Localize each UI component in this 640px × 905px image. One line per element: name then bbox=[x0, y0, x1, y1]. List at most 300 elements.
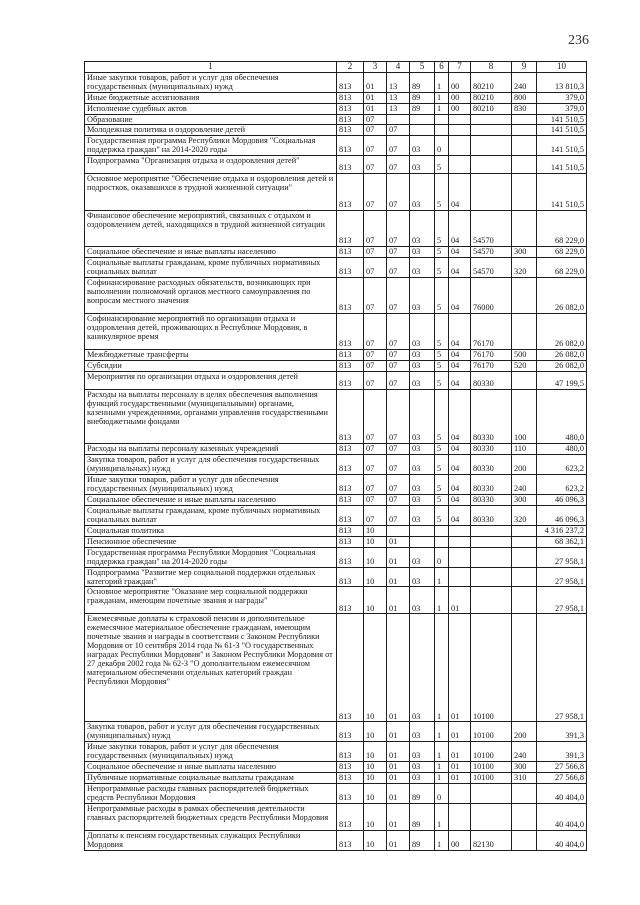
row-code-cell bbox=[512, 372, 537, 390]
row-code-cell: 5 bbox=[435, 361, 449, 372]
row-amount-cell: 141 510,5 bbox=[537, 114, 587, 125]
row-name-cell: Социальные выплаты гражданам, кроме публичных нормативных социальных выплат bbox=[85, 258, 337, 278]
row-code-cell: 07 bbox=[364, 136, 387, 156]
row-code-cell: 0 bbox=[435, 547, 449, 567]
row-code-cell bbox=[512, 784, 537, 804]
row-name-cell: Межбюджетные трансферты bbox=[85, 350, 337, 361]
row-name-cell: Социальное обеспечение и иные выплаты населению bbox=[85, 494, 337, 505]
table-row bbox=[85, 372, 587, 390]
row-code-cell bbox=[387, 525, 410, 536]
row-code-cell: 04 bbox=[449, 350, 471, 361]
row-code-cell: 54570 bbox=[471, 247, 512, 258]
row-code-cell: 07 bbox=[387, 505, 410, 525]
row-code-cell bbox=[471, 784, 512, 804]
row-code-cell: 01 bbox=[449, 742, 471, 762]
row-code-cell: 04 bbox=[449, 247, 471, 258]
row-code-cell: 813 bbox=[337, 587, 364, 614]
row-code-cell: 813 bbox=[337, 350, 364, 361]
row-code-cell: 813 bbox=[337, 156, 364, 174]
row-code-cell bbox=[512, 314, 537, 350]
row-code-cell: 1 bbox=[435, 587, 449, 614]
row-code-cell: 5 bbox=[435, 174, 449, 211]
row-code-cell: 89 bbox=[410, 72, 435, 92]
row-amount-cell: 623,2 bbox=[537, 455, 587, 475]
row-name-cell: Исполнение судебных актов bbox=[85, 103, 337, 114]
row-code-cell: 07 bbox=[387, 156, 410, 174]
row-code-cell bbox=[512, 614, 537, 722]
table-row bbox=[85, 455, 587, 475]
row-code-cell: 01 bbox=[449, 773, 471, 784]
row-amount-cell: 68 229,0 bbox=[537, 258, 587, 278]
row-code-cell: 1 bbox=[435, 614, 449, 722]
row-code-cell: 01 bbox=[387, 567, 410, 587]
row-code-cell bbox=[512, 136, 537, 156]
table-row bbox=[85, 444, 587, 455]
column-number-header: 7 bbox=[449, 62, 471, 73]
row-name-cell: Социальная политика bbox=[85, 525, 337, 536]
row-code-cell: 00 bbox=[449, 831, 471, 851]
row-code-cell: 01 bbox=[387, 831, 410, 851]
row-code-cell: 03 bbox=[410, 136, 435, 156]
row-code-cell: 5 bbox=[435, 474, 449, 494]
row-code-cell bbox=[449, 136, 471, 156]
row-code-cell: 07 bbox=[364, 247, 387, 258]
row-code-cell bbox=[449, 156, 471, 174]
row-code-cell: 03 bbox=[410, 444, 435, 455]
row-code-cell bbox=[471, 525, 512, 536]
row-code-cell: 04 bbox=[449, 174, 471, 211]
row-code-cell: 813 bbox=[337, 784, 364, 804]
row-code-cell: 07 bbox=[364, 390, 387, 444]
row-code-cell: 240 bbox=[512, 72, 537, 92]
column-number-header: 4 bbox=[387, 62, 410, 73]
row-code-cell: 1 bbox=[435, 831, 449, 851]
row-code-cell bbox=[435, 536, 449, 547]
row-code-cell: 0 bbox=[435, 136, 449, 156]
table-row bbox=[85, 125, 587, 136]
row-code-cell: 300 bbox=[512, 762, 537, 773]
row-amount-cell: 26 082,0 bbox=[537, 314, 587, 350]
row-amount-cell: 40 404,0 bbox=[537, 804, 587, 831]
table-row bbox=[85, 114, 587, 125]
row-code-cell: 813 bbox=[337, 547, 364, 567]
row-code-cell: 04 bbox=[449, 314, 471, 350]
row-code-cell: 10 bbox=[364, 773, 387, 784]
row-name-cell: Ежемесячные доплаты к страховой пенсии и дополнительное ежемесячное материальное обеспечение гражданам, имеющим почетные звания и награды в соответствии с Законом Республики Мордовия от 10 сентября 2014 года № 61-З "О государственных наградах Республики Мордовия" и Законом Республики Мордовия от 27 декабря 2002 года № 62-З "О дополнительном ежемесячном материальном обеспечении отдельных категорий граждан Республики Мордовия" bbox=[85, 614, 337, 722]
table-row bbox=[85, 136, 587, 156]
row-code-cell: 03 bbox=[410, 762, 435, 773]
row-code-cell: 1 bbox=[435, 92, 449, 103]
row-code-cell: 76170 bbox=[471, 314, 512, 350]
row-code-cell: 03 bbox=[410, 390, 435, 444]
row-code-cell: 5 bbox=[435, 505, 449, 525]
row-name-cell: Подпрограмма "Организация отдыха и оздоровления детей" bbox=[85, 156, 337, 174]
row-code-cell: 04 bbox=[449, 474, 471, 494]
row-code-cell bbox=[410, 525, 435, 536]
row-code-cell bbox=[512, 278, 537, 314]
row-code-cell: 03 bbox=[410, 174, 435, 211]
row-code-cell bbox=[471, 547, 512, 567]
row-code-cell: 813 bbox=[337, 567, 364, 587]
row-name-cell: Государственная программа Республики Мордовия "Социальная поддержка граждан" на 2014-2020 годы bbox=[85, 136, 337, 156]
row-code-cell: 01 bbox=[387, 722, 410, 742]
row-code-cell: 5 bbox=[435, 372, 449, 390]
table-row bbox=[85, 247, 587, 258]
row-code-cell: 813 bbox=[337, 773, 364, 784]
row-amount-cell: 68 229,0 bbox=[537, 247, 587, 258]
row-code-cell: 54570 bbox=[471, 258, 512, 278]
row-code-cell bbox=[471, 114, 512, 125]
row-name-cell: Социальное обеспечение и иные выплаты населению bbox=[85, 247, 337, 258]
table-row bbox=[85, 567, 587, 587]
row-code-cell: 110 bbox=[512, 444, 537, 455]
row-code-cell bbox=[471, 125, 512, 136]
row-code-cell: 813 bbox=[337, 525, 364, 536]
row-code-cell bbox=[512, 174, 537, 211]
row-name-cell: Закупка товаров, работ и услуг для обеспечения государственных (муниципальных) нужд bbox=[85, 722, 337, 742]
row-code-cell: 07 bbox=[387, 494, 410, 505]
row-code-cell: 813 bbox=[337, 92, 364, 103]
row-name-cell: Закупка товаров, работ и услуг для обеспечения государственных (муниципальных) нужд bbox=[85, 455, 337, 475]
row-code-cell: 5 bbox=[435, 247, 449, 258]
row-amount-cell: 141 510,5 bbox=[537, 125, 587, 136]
row-amount-cell: 13 810,3 bbox=[537, 72, 587, 92]
row-code-cell bbox=[449, 536, 471, 547]
row-code-cell: 07 bbox=[387, 361, 410, 372]
table-row bbox=[85, 722, 587, 742]
row-name-cell: Пенсионное обеспечение bbox=[85, 536, 337, 547]
row-code-cell bbox=[449, 547, 471, 567]
row-amount-cell: 379,0 bbox=[537, 103, 587, 114]
row-code-cell: 830 bbox=[512, 103, 537, 114]
row-code-cell: 800 bbox=[512, 92, 537, 103]
row-code-cell: 07 bbox=[387, 372, 410, 390]
row-code-cell: 10 bbox=[364, 547, 387, 567]
row-code-cell: 03 bbox=[410, 587, 435, 614]
row-code-cell: 813 bbox=[337, 372, 364, 390]
row-code-cell: 10 bbox=[364, 525, 387, 536]
row-code-cell: 03 bbox=[410, 278, 435, 314]
row-code-cell bbox=[410, 125, 435, 136]
row-code-cell: 07 bbox=[364, 494, 387, 505]
row-code-cell: 80330 bbox=[471, 372, 512, 390]
row-code-cell: 813 bbox=[337, 762, 364, 773]
row-code-cell: 10 bbox=[364, 587, 387, 614]
column-number-header: 1 bbox=[85, 62, 337, 73]
row-code-cell bbox=[449, 567, 471, 587]
table-row bbox=[85, 614, 587, 722]
row-code-cell bbox=[512, 125, 537, 136]
row-code-cell: 07 bbox=[387, 314, 410, 350]
row-code-cell bbox=[512, 547, 537, 567]
row-code-cell: 5 bbox=[435, 455, 449, 475]
row-code-cell: 5 bbox=[435, 444, 449, 455]
row-code-cell: 10 bbox=[364, 614, 387, 722]
table-row bbox=[85, 804, 587, 831]
row-code-cell: 813 bbox=[337, 314, 364, 350]
row-code-cell: 500 bbox=[512, 350, 537, 361]
table-row bbox=[85, 536, 587, 547]
row-code-cell: 07 bbox=[364, 350, 387, 361]
row-code-cell: 1 bbox=[435, 773, 449, 784]
row-code-cell: 89 bbox=[410, 103, 435, 114]
row-code-cell: 00 bbox=[449, 92, 471, 103]
row-code-cell: 80330 bbox=[471, 494, 512, 505]
row-code-cell: 01 bbox=[449, 614, 471, 722]
row-code-cell: 10100 bbox=[471, 742, 512, 762]
row-code-cell: 04 bbox=[449, 390, 471, 444]
row-name-cell: Молодежная политика и оздоровление детей bbox=[85, 125, 337, 136]
row-code-cell: 13 bbox=[387, 72, 410, 92]
row-code-cell: 10100 bbox=[471, 614, 512, 722]
row-code-cell bbox=[471, 567, 512, 587]
table-row bbox=[85, 92, 587, 103]
table-row bbox=[85, 742, 587, 762]
row-amount-cell: 27 958,1 bbox=[537, 567, 587, 587]
row-code-cell: 03 bbox=[410, 722, 435, 742]
row-code-cell: 10 bbox=[364, 804, 387, 831]
row-code-cell: 310 bbox=[512, 773, 537, 784]
row-code-cell: 04 bbox=[449, 505, 471, 525]
row-code-cell bbox=[471, 804, 512, 831]
row-code-cell: 76170 bbox=[471, 361, 512, 372]
column-number-header: 6 bbox=[435, 62, 449, 73]
row-code-cell bbox=[512, 211, 537, 247]
row-code-cell: 813 bbox=[337, 614, 364, 722]
row-amount-cell: 46 096,3 bbox=[537, 494, 587, 505]
row-code-cell: 07 bbox=[387, 444, 410, 455]
row-code-cell bbox=[449, 114, 471, 125]
row-name-cell: Иные бюджетные ассигнования bbox=[85, 92, 337, 103]
row-name-cell: Мероприятия по организации отдыха и оздоровления детей bbox=[85, 372, 337, 390]
row-amount-cell: 141 510,5 bbox=[537, 174, 587, 211]
row-code-cell bbox=[471, 536, 512, 547]
table-row bbox=[85, 831, 587, 851]
row-code-cell: 100 bbox=[512, 390, 537, 444]
row-code-cell: 03 bbox=[410, 211, 435, 247]
row-code-cell: 76170 bbox=[471, 350, 512, 361]
row-code-cell: 813 bbox=[337, 505, 364, 525]
row-code-cell bbox=[512, 114, 537, 125]
row-amount-cell: 480,0 bbox=[537, 444, 587, 455]
row-code-cell: 300 bbox=[512, 247, 537, 258]
row-amount-cell: 141 510,5 bbox=[537, 136, 587, 156]
row-code-cell: 80330 bbox=[471, 455, 512, 475]
row-code-cell: 80330 bbox=[471, 444, 512, 455]
row-code-cell: 04 bbox=[449, 211, 471, 247]
row-code-cell bbox=[512, 567, 537, 587]
row-code-cell: 07 bbox=[387, 125, 410, 136]
row-code-cell: 07 bbox=[364, 455, 387, 475]
row-code-cell: 04 bbox=[449, 278, 471, 314]
row-amount-cell: 27 566,8 bbox=[537, 762, 587, 773]
row-code-cell: 1 bbox=[435, 742, 449, 762]
row-code-cell bbox=[449, 804, 471, 831]
row-code-cell: 13 bbox=[387, 92, 410, 103]
row-name-cell: Непрограммные расходы главных распорядителей бюджетных средств Республики Мордовия bbox=[85, 784, 337, 804]
row-code-cell: 1 bbox=[435, 567, 449, 587]
row-amount-cell: 4 316 237,2 bbox=[537, 525, 587, 536]
row-code-cell: 320 bbox=[512, 505, 537, 525]
row-code-cell: 01 bbox=[364, 103, 387, 114]
row-code-cell: 1 bbox=[435, 762, 449, 773]
row-code-cell: 13 bbox=[387, 103, 410, 114]
row-code-cell: 10100 bbox=[471, 762, 512, 773]
row-code-cell: 89 bbox=[410, 92, 435, 103]
row-code-cell: 07 bbox=[364, 372, 387, 390]
row-code-cell: 813 bbox=[337, 136, 364, 156]
row-name-cell: Субсидии bbox=[85, 361, 337, 372]
row-code-cell: 03 bbox=[410, 314, 435, 350]
row-name-cell: Финансовое обеспечение мероприятий, связанных с отдыхом и оздоровлением детей, находящихся в трудной жизненной ситуации bbox=[85, 211, 337, 247]
row-code-cell: 80210 bbox=[471, 92, 512, 103]
row-name-cell: Непрограммные расходы в рамках обеспечения деятельности главных распорядителей бюджетных средств Республики Мордовия bbox=[85, 804, 337, 831]
column-number-header: 2 bbox=[337, 62, 364, 73]
row-code-cell: 5 bbox=[435, 156, 449, 174]
row-code-cell: 03 bbox=[410, 614, 435, 722]
row-amount-cell: 27 958,1 bbox=[537, 587, 587, 614]
table-row bbox=[85, 547, 587, 567]
table-row bbox=[85, 211, 587, 247]
table-row bbox=[85, 258, 587, 278]
row-code-cell: 01 bbox=[387, 614, 410, 722]
row-code-cell: 813 bbox=[337, 247, 364, 258]
row-amount-cell: 27 958,1 bbox=[537, 547, 587, 567]
row-code-cell: 1 bbox=[435, 722, 449, 742]
row-code-cell: 07 bbox=[387, 136, 410, 156]
row-code-cell: 03 bbox=[410, 742, 435, 762]
page-number: 236 bbox=[568, 33, 589, 48]
row-code-cell: 813 bbox=[337, 72, 364, 92]
row-code-cell: 520 bbox=[512, 361, 537, 372]
row-code-cell: 01 bbox=[387, 804, 410, 831]
row-code-cell: 07 bbox=[364, 211, 387, 247]
row-code-cell bbox=[387, 114, 410, 125]
row-code-cell: 01 bbox=[387, 742, 410, 762]
row-code-cell: 80210 bbox=[471, 72, 512, 92]
row-name-cell: Софинансирование мероприятий по организации отдыха и оздоровления детей, проживающих в Республике Мордовия, в каникулярное время bbox=[85, 314, 337, 350]
row-code-cell: 89 bbox=[410, 784, 435, 804]
row-code-cell: 813 bbox=[337, 742, 364, 762]
row-code-cell bbox=[435, 125, 449, 136]
row-name-cell: Иные закупки товаров, работ и услуг для обеспечения государственных (муниципальных) нужд bbox=[85, 474, 337, 494]
row-code-cell: 813 bbox=[337, 114, 364, 125]
row-code-cell: 07 bbox=[364, 314, 387, 350]
row-code-cell: 5 bbox=[435, 350, 449, 361]
row-code-cell: 54570 bbox=[471, 211, 512, 247]
row-amount-cell: 26 082,0 bbox=[537, 278, 587, 314]
row-code-cell: 04 bbox=[449, 494, 471, 505]
row-name-cell: Расходы на выплаты персоналу казенных учреждений bbox=[85, 444, 337, 455]
row-code-cell: 813 bbox=[337, 722, 364, 742]
row-name-cell: Иные закупки товаров, работ и услуг для обеспечения государственных (муниципальных) нужд bbox=[85, 72, 337, 92]
row-code-cell bbox=[512, 156, 537, 174]
row-code-cell: 07 bbox=[364, 474, 387, 494]
row-code-cell: 07 bbox=[387, 350, 410, 361]
row-code-cell: 07 bbox=[387, 174, 410, 211]
row-code-cell: 01 bbox=[364, 92, 387, 103]
row-code-cell: 04 bbox=[449, 258, 471, 278]
row-code-cell: 04 bbox=[449, 372, 471, 390]
row-code-cell: 01 bbox=[449, 587, 471, 614]
row-code-cell: 07 bbox=[364, 505, 387, 525]
row-code-cell bbox=[410, 114, 435, 125]
row-code-cell: 0 bbox=[435, 784, 449, 804]
row-code-cell: 5 bbox=[435, 494, 449, 505]
row-code-cell: 03 bbox=[410, 455, 435, 475]
row-amount-cell: 27 566,8 bbox=[537, 773, 587, 784]
row-code-cell: 813 bbox=[337, 536, 364, 547]
row-code-cell: 10 bbox=[364, 742, 387, 762]
table-row bbox=[85, 587, 587, 614]
row-code-cell: 240 bbox=[512, 474, 537, 494]
row-code-cell: 5 bbox=[435, 278, 449, 314]
row-amount-cell: 47 199,5 bbox=[537, 372, 587, 390]
row-code-cell: 03 bbox=[410, 372, 435, 390]
row-code-cell: 89 bbox=[410, 804, 435, 831]
row-name-cell: Социальное обеспечение и иные выплаты населению bbox=[85, 762, 337, 773]
row-code-cell: 80330 bbox=[471, 474, 512, 494]
table-row bbox=[85, 505, 587, 525]
row-code-cell: 76000 bbox=[471, 278, 512, 314]
row-code-cell: 813 bbox=[337, 390, 364, 444]
row-name-cell: Основное мероприятие "Оказание мер социальной поддержки гражданам, имеющим почетные звания и награды" bbox=[85, 587, 337, 614]
row-code-cell bbox=[449, 525, 471, 536]
table-row bbox=[85, 494, 587, 505]
row-code-cell: 07 bbox=[387, 390, 410, 444]
row-code-cell: 10100 bbox=[471, 722, 512, 742]
row-code-cell: 813 bbox=[337, 103, 364, 114]
row-amount-cell: 68 229,0 bbox=[537, 211, 587, 247]
table-row bbox=[85, 474, 587, 494]
row-code-cell bbox=[512, 536, 537, 547]
table-row bbox=[85, 784, 587, 804]
row-amount-cell: 40 404,0 bbox=[537, 831, 587, 851]
row-code-cell: 10100 bbox=[471, 773, 512, 784]
table-row bbox=[85, 525, 587, 536]
row-code-cell: 03 bbox=[410, 773, 435, 784]
row-code-cell: 320 bbox=[512, 258, 537, 278]
row-code-cell: 00 bbox=[449, 72, 471, 92]
row-code-cell: 10 bbox=[364, 567, 387, 587]
row-code-cell: 01 bbox=[387, 762, 410, 773]
row-code-cell: 07 bbox=[364, 278, 387, 314]
row-code-cell: 03 bbox=[410, 567, 435, 587]
row-code-cell: 1 bbox=[435, 72, 449, 92]
row-code-cell: 01 bbox=[449, 722, 471, 742]
row-name-cell: Софинансирование расходных обязательств, возникающих при выполнении полномочий органов местного самоуправления по вопросам местного значения bbox=[85, 278, 337, 314]
row-code-cell: 01 bbox=[387, 773, 410, 784]
row-name-cell: Образование bbox=[85, 114, 337, 125]
row-code-cell bbox=[449, 125, 471, 136]
row-code-cell: 82130 bbox=[471, 831, 512, 851]
row-code-cell: 10 bbox=[364, 722, 387, 742]
row-code-cell: 5 bbox=[435, 258, 449, 278]
row-name-cell: Государственная программа Республики Мордовия "Социальная поддержка граждан" на 2014-2020 годы bbox=[85, 547, 337, 567]
row-code-cell: 5 bbox=[435, 314, 449, 350]
table-row bbox=[85, 350, 587, 361]
row-code-cell: 07 bbox=[387, 247, 410, 258]
row-code-cell: 04 bbox=[449, 361, 471, 372]
row-name-cell: Социальные выплаты гражданам, кроме публичных нормативных социальных выплат bbox=[85, 505, 337, 525]
row-code-cell: 10 bbox=[364, 784, 387, 804]
row-code-cell: 01 bbox=[364, 72, 387, 92]
row-code-cell: 03 bbox=[410, 547, 435, 567]
row-code-cell: 04 bbox=[449, 444, 471, 455]
row-code-cell: 07 bbox=[364, 125, 387, 136]
row-amount-cell: 46 096,3 bbox=[537, 505, 587, 525]
row-code-cell: 200 bbox=[512, 722, 537, 742]
